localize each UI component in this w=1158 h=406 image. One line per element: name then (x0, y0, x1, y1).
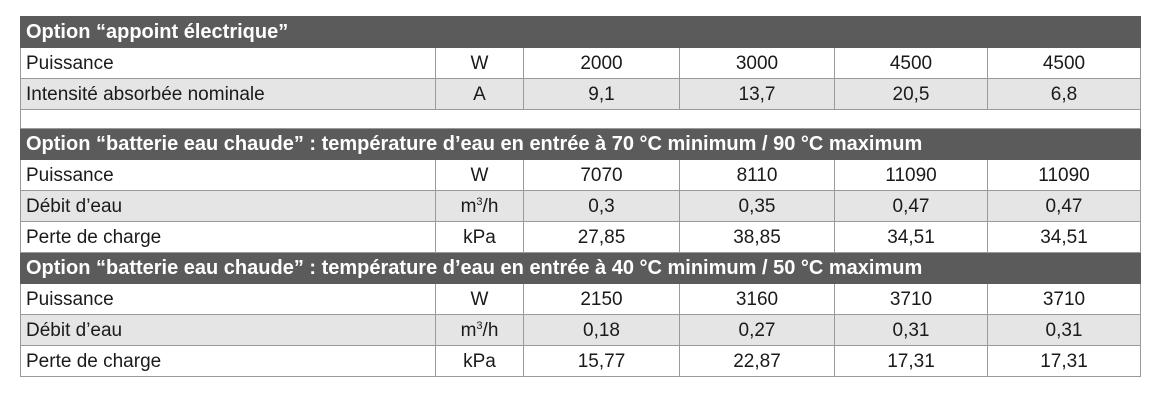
row-label: Puissance (21, 160, 436, 191)
row-unit: W (436, 48, 524, 79)
unit-base: m (460, 319, 477, 341)
table-row (21, 315, 1141, 346)
value-cell: 4500 (835, 48, 988, 79)
table-row (21, 48, 1141, 79)
section-title: Option “appoint électrique” (21, 17, 1141, 48)
row-unit (436, 191, 524, 222)
value-cell: 3160 (680, 284, 835, 315)
unit-superscript: 3 (476, 319, 483, 332)
table-row (21, 284, 1141, 315)
value-cell: 11090 (988, 160, 1141, 191)
value-cell: 17,31 (835, 346, 988, 377)
value-cell: 3710 (988, 284, 1141, 315)
row-label: Puissance (21, 48, 436, 79)
value-cell: 2150 (524, 284, 680, 315)
value-cell: 11090 (835, 160, 988, 191)
value-cell: 0,47 (988, 191, 1141, 222)
row-unit: kPa (436, 222, 524, 253)
value-cell: 6,8 (988, 79, 1141, 110)
row-label: Perte de charge (21, 222, 436, 253)
section-spacer (21, 110, 1141, 129)
section-title: Option “batterie eau chaude” : température d’eau en entrée à 70 °C minimum / 90 °C maximum (21, 129, 1141, 160)
value-cell: 38,85 (680, 222, 835, 253)
value-cell: 7070 (524, 160, 680, 191)
table-row (21, 160, 1141, 191)
section-header-appoint-electrique (21, 17, 1141, 48)
value-cell: 2000 (524, 48, 680, 79)
unit-base: m (460, 195, 477, 217)
row-label: Débit d’eau (21, 191, 436, 222)
spec-table (20, 16, 1141, 377)
value-cell: 0,35 (680, 191, 835, 222)
value-cell: 17,31 (988, 346, 1141, 377)
value-cell: 22,87 (680, 346, 835, 377)
value-cell: 3710 (835, 284, 988, 315)
unit-tail: /h (482, 195, 499, 217)
value-cell: 15,77 (524, 346, 680, 377)
value-cell: 20,5 (835, 79, 988, 110)
unit-tail: /h (482, 319, 499, 341)
table-row (21, 346, 1141, 377)
value-cell: 0,18 (524, 315, 680, 346)
row-unit: kPa (436, 346, 524, 377)
value-cell: 8110 (680, 160, 835, 191)
value-cell: 13,7 (680, 79, 835, 110)
row-unit (436, 315, 524, 346)
spacer-cell (21, 110, 1141, 129)
row-label: Intensité absorbée nominale (21, 79, 436, 110)
section-header-batterie-40 (21, 253, 1141, 284)
row-unit: A (436, 79, 524, 110)
value-cell: 3000 (680, 48, 835, 79)
row-unit: W (436, 160, 524, 191)
table-row (21, 222, 1141, 253)
section-header-batterie-70 (21, 129, 1141, 160)
value-cell: 0,3 (524, 191, 680, 222)
table-row (21, 191, 1141, 222)
value-cell: 0,31 (988, 315, 1141, 346)
table-row (21, 79, 1141, 110)
row-unit: W (436, 284, 524, 315)
value-cell: 9,1 (524, 79, 680, 110)
row-label: Puissance (21, 284, 436, 315)
value-cell: 0,31 (835, 315, 988, 346)
row-label: Débit d’eau (21, 315, 436, 346)
value-cell: 34,51 (988, 222, 1141, 253)
row-label: Perte de charge (21, 346, 436, 377)
value-cell: 0,47 (835, 191, 988, 222)
value-cell: 0,27 (680, 315, 835, 346)
unit-superscript: 3 (476, 195, 483, 208)
value-cell: 34,51 (835, 222, 988, 253)
section-title: Option “batterie eau chaude” : température d’eau en entrée à 40 °C minimum / 50 °C maximum (21, 253, 1141, 284)
value-cell: 27,85 (524, 222, 680, 253)
value-cell: 4500 (988, 48, 1141, 79)
